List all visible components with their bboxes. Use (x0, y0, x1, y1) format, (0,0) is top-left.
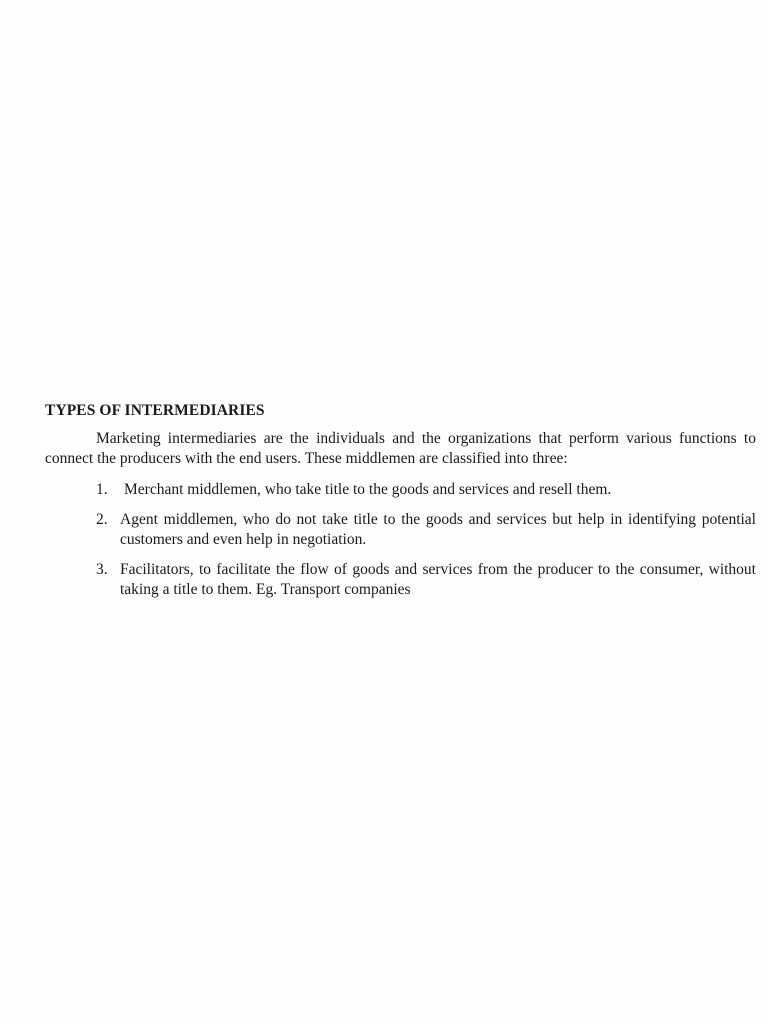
list-item-number: 2. (96, 511, 108, 528)
list-item-text: Agent middlemen, who do not take title to the goods and services but help in identifying potential customers and even help in negotiation. (120, 511, 756, 548)
intermediaries-list (45, 480, 756, 600)
list-item-text: Facilitators, to facilitate the flow of goods and services from the producer to the consumer, without taking a title to them. Eg. Transport companies (120, 561, 756, 598)
list-item-text: Merchant middlemen, who take title to the goods and services and resell them. (124, 481, 612, 498)
section-heading: TYPES OF INTERMEDIARIES (45, 402, 265, 419)
list-item-number: 1. (96, 481, 108, 498)
list-item-agent-middlemen (45, 510, 756, 550)
intro-paragraph: Marketing intermediaries are the individuals and the organizations that perform various functions to connect the producers with the end users. These middlemen are classified into three: (45, 430, 756, 467)
list-item-merchant-middlemen (45, 480, 756, 500)
list-item-number: 3. (96, 561, 108, 578)
document-page (45, 401, 756, 610)
list-item-facilitators (45, 560, 756, 600)
